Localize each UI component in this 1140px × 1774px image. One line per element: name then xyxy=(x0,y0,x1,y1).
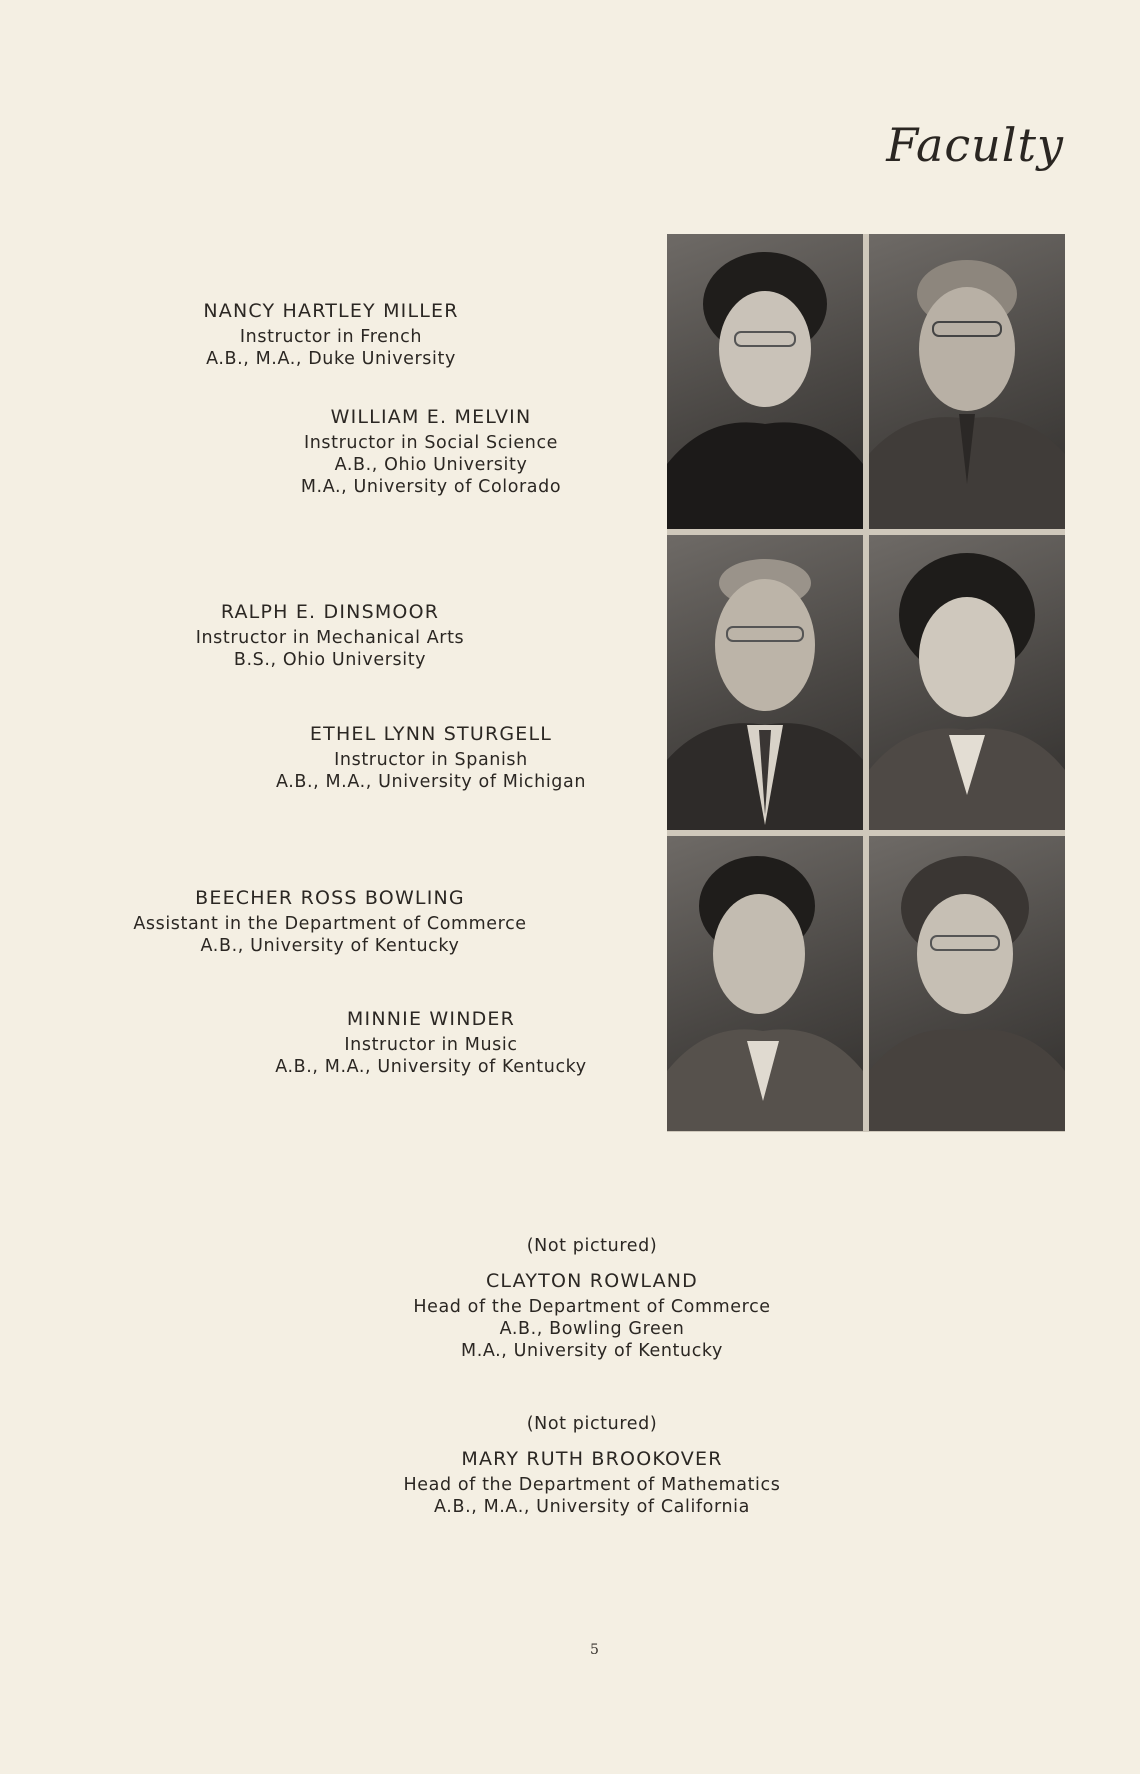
faculty-degree: A.B., Ohio University xyxy=(334,455,528,475)
faculty-name: ETHEL LYNN STURGELL xyxy=(309,723,553,745)
portrait-photo xyxy=(869,836,1065,1131)
faculty-degree: B.S., Ohio University xyxy=(233,650,427,670)
faculty-name: CLAYTON ROWLAND xyxy=(485,1270,699,1292)
faculty-degree: A.B., M.A., University of California xyxy=(434,1497,750,1517)
faculty-title: Assistant in the Department of Commerce xyxy=(133,914,527,934)
faculty-degree: A.B., M.A., University of Kentucky xyxy=(275,1057,587,1077)
faculty-degree: A.B., Bowling Green xyxy=(499,1319,685,1339)
faculty-name: MARY RUTH BROOKOVER xyxy=(461,1448,723,1470)
portrait-photo xyxy=(667,535,863,830)
portrait-photo xyxy=(869,535,1065,830)
faculty-name: BEECHER ROSS BOWLING xyxy=(195,887,465,909)
page-number: 5 xyxy=(590,1642,599,1658)
faculty-name: NANCY HARTLEY MILLER xyxy=(203,300,459,322)
faculty-title: Instructor in Music xyxy=(344,1035,518,1055)
faculty-entry-melvin xyxy=(301,406,561,498)
faculty-degree: M.A., University of Kentucky xyxy=(461,1341,723,1361)
faculty-title: Head of the Department of Mathematics xyxy=(403,1475,781,1495)
faculty-entry-dinsmoor xyxy=(196,601,465,671)
faculty-entry-miller xyxy=(203,300,458,370)
faculty-title: Instructor in French xyxy=(239,327,423,347)
faculty-name: MINNIE WINDER xyxy=(346,1008,516,1030)
faculty-name: WILLIAM E. MELVIN xyxy=(330,406,532,428)
faculty-degree: A.B., University of Kentucky xyxy=(200,936,460,956)
page-title: Faculty xyxy=(886,118,1064,172)
faculty-photo-grid xyxy=(667,234,1065,1132)
faculty-degree: A.B., M.A., Duke University xyxy=(206,349,456,369)
portrait-photo xyxy=(667,234,863,529)
portrait-photo xyxy=(869,234,1065,529)
faculty-title: Instructor in Social Science xyxy=(303,433,559,453)
faculty-name: RALPH E. DINSMOOR xyxy=(220,601,440,623)
faculty-degree: M.A., University of Colorado xyxy=(300,477,562,497)
not-pictured-note: (Not pictured) xyxy=(526,1414,658,1434)
portrait-photo xyxy=(667,836,863,1131)
faculty-title: Head of the Department of Commerce xyxy=(413,1297,771,1317)
faculty-entry-rowland xyxy=(413,1236,770,1362)
faculty-entry-bowling xyxy=(133,887,526,957)
faculty-title: Instructor in Spanish xyxy=(334,750,528,770)
faculty-title: Instructor in Mechanical Arts xyxy=(195,628,465,648)
faculty-entry-winder xyxy=(275,1008,587,1078)
faculty-entry-sturgell xyxy=(276,723,586,793)
faculty-degree: A.B., M.A., University of Michigan xyxy=(275,772,587,792)
not-pictured-note: (Not pictured) xyxy=(526,1236,658,1256)
faculty-entry-brookover xyxy=(404,1414,781,1518)
